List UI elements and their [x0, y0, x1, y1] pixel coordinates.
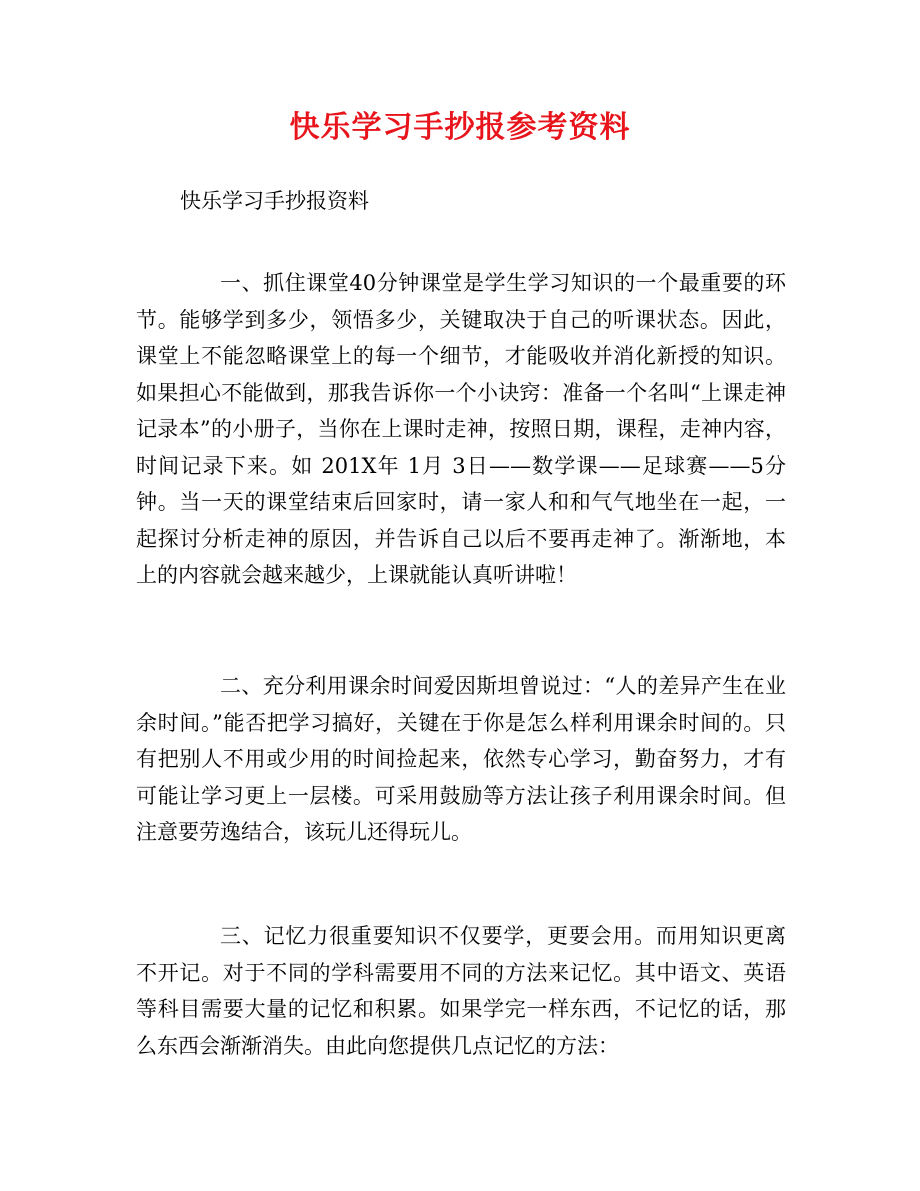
document-subtitle: 快乐学习手抄报资料: [180, 189, 369, 213]
paragraph-3: 三、记忆力很重要知识不仅要学，更要会用。而用知识更离不开记。对于不同的学科需要用不同的方法来记忆。其中语文、英语等科目需要大量的记忆和积累。如果学完一样东西，不记忆的话，那么东西会渐渐消失。由此向您提供几点记忆的方法：: [136, 924, 786, 1058]
paragraph-1: 一、抓住课堂40分钟课堂是学生学习知识的一个最重要的环节。能够学到多少，领悟多少，关键取决于自己的听课状态。因此，课堂上不能忽略课堂上的每一个细节，才能吸收并消化新授的知识。如果担心不能做到，那我告诉你一个小诀窍：准备一个名叫“上课走神记录本”的小册子，当你在上课时走神，按照日期，课程，走神内容，时间记录下来。如 201X年 1月 3日——数学课——足球赛——5分钟。当一天的课堂结束后回家时，请一家人和和气气地坐在一起，一起探讨分析走神的原因，并告诉自己以后不要再走神了。渐渐地，本上的内容就会越来越少，上课就能认真听讲啦！: [136, 271, 786, 587]
document-title: 快乐学习手抄报参考资料: [289, 110, 631, 145]
paragraph-2: 二、充分利用课余时间爱因斯坦曾说过：“人的差异产生在业余时间。”能否把学习搞好，关键在于你是怎么样利用课余时间的。只有把别人不用或少用的时间捡起来，依然专心学习，勤奋努力，才有可能让学习更上一层楼。可采用鼓励等方法让孩子利用课余时间。但注意要劳逸结合，该玩儿还得玩儿。: [136, 674, 786, 844]
